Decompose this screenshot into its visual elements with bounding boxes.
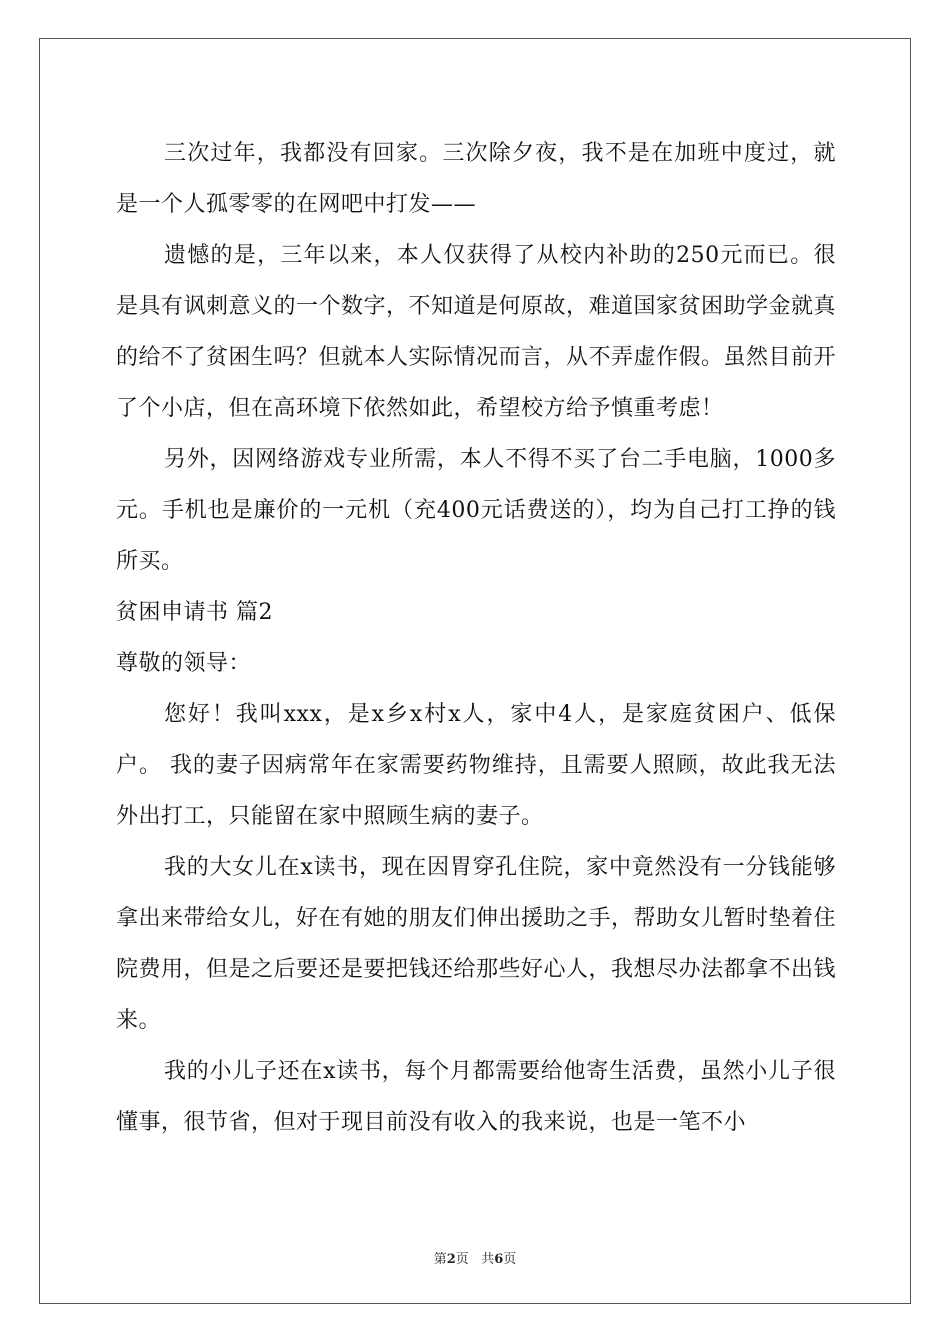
- paragraph-new-year: 三次过年，我都没有回家。三次除夕夜，我不是在加班中度过，就是一个人孤零零的在网吧中打发——: [116, 141, 836, 217]
- paragraph-computer: 另外，因网络游戏专业所需，本人不得不买了台二手电脑，1000多元。手机也是廉价的一元机（充400元话费送的），均为自己打工挣的钱所买。: [116, 447, 836, 574]
- page-number: 2: [446, 1252, 456, 1267]
- document-body: [116, 128, 836, 1148]
- page-footer: [0, 1248, 950, 1267]
- paragraph-greeting: 您好！我叫xxx，是x乡x村x人，家中4人，是家庭贫困户、低保户。 我的妻子因病常年在家需要药物维持，且需要人照顾，故此我无法外出打工，只能留在家中照顾生病的妻子。: [116, 702, 836, 829]
- total-pages: 6: [494, 1252, 504, 1267]
- total-suffix: 页: [503, 1252, 517, 1267]
- paragraph-daughter: 我的大女儿在x读书，现在因胃穿孔住院，家中竟然没有一分钱能够拿出来带给女儿，好在有她的朋友们伸出援助之手，帮助女儿暂时垫着住院费用，但是之后要还是要把钱还给那些好心人，我想尽办法都拿不出钱来。: [116, 855, 837, 1033]
- salutation: 尊敬的领导：: [116, 651, 252, 676]
- page-suffix: 页: [455, 1252, 469, 1267]
- section-heading: 贫困申请书 篇2: [116, 600, 273, 625]
- paragraph-subsidy: 遗憾的是，三年以来，本人仅获得了从校内补助的250元而已。很是具有讽刺意义的一个数字，不知道是何原故，难道国家贫困助学金就真的给不了贫困生吗？但就本人实际情况而言，从不弄虚作假。虽然目前开了个小店，但在高环境下依然如此，希望校方给予慎重考虑！: [116, 243, 837, 421]
- total-prefix: 共: [481, 1252, 495, 1267]
- paragraph-son: 我的小儿子还在x读书，每个月都需要给他寄生活费，虽然小儿子很懂事，很节省，但对于现目前没有收入的我来说，也是一笔不小: [116, 1059, 836, 1135]
- page-prefix: 第: [433, 1252, 447, 1267]
